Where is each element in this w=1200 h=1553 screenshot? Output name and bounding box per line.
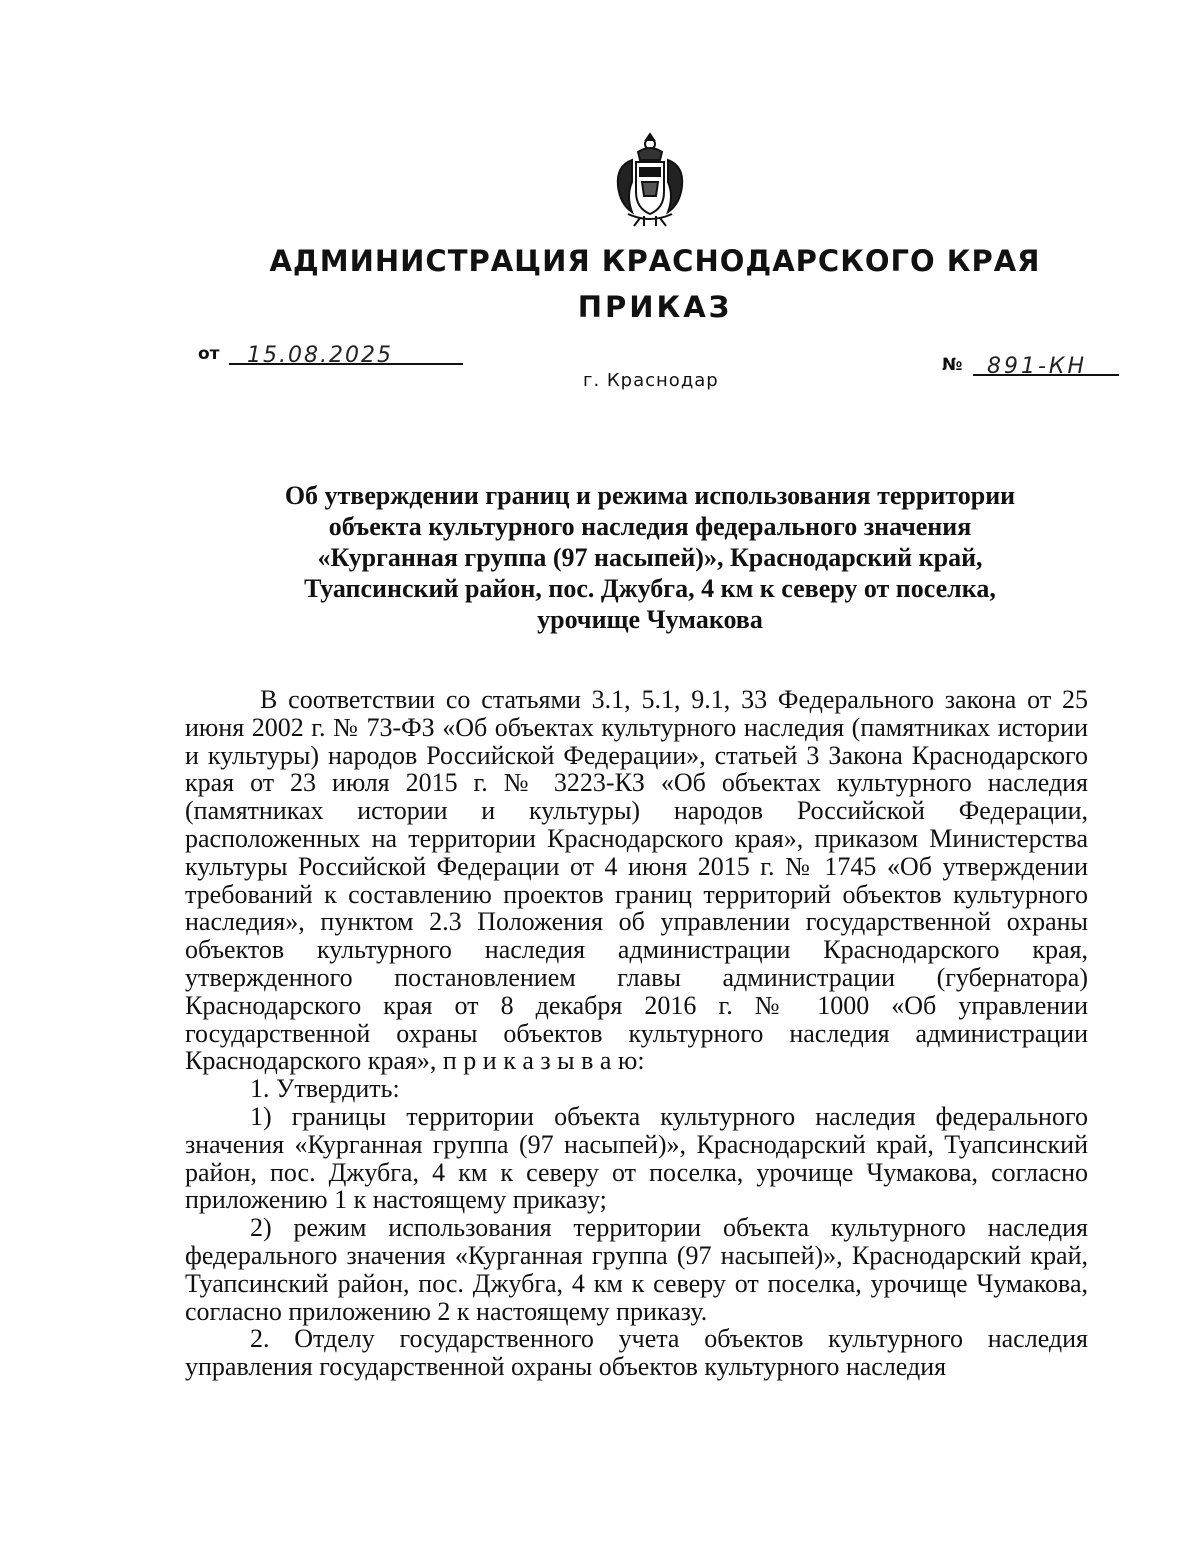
document-type: ПРИКАЗ [577,290,733,324]
number-label: № [942,355,963,375]
city-name: г. Краснодар [583,370,719,391]
coat-of-arms-icon [610,130,690,228]
point-1-subitem-1: 1) границы территории объекта культурного наследия федерального значения «Курганная группа (97 насыпей)», Краснодарский край, Туапсинский район, пос. Джубга, 4 км к северу от поселка, урочище Чумакова, согласно приложению 1 к настоящему приказу; [185,1101,1088,1215]
preamble-text: В соответствии со статьями 3.1, 5.1, 9.1, 33 Федерального закона от 25 июня 2002 г. № 73-ФЗ «Об объектах культурного наследия (памятниках истории и культуры) народов Российской Федерации», статьей 3 Закона Краснодарского края от 23 июля 2015 г. № 3223-КЗ «Об объектах культурного наследия (памятниках истории и культуры) народов Российской Федерации, расположенных на территории Краснодарского края», приказом Министерства культуры Российской Федерации от 4 июня 2015 г. № 1745 «Об утверждении требований к составлению проектов границ территорий объектов культурного наследия», пунктом 2.3 Положения об управлении государственной охраны объектов культурного наследия администрации Краснодарского края, утвержденного постановлением главы администрации (губернатора) Краснодарского края от 8 декабря 2016 г. № 1000 «Об управлении государственной охраны объектов культурного наследия администрации Краснодарского края», [185,685,1088,1076]
number-field: 891-КН [973,354,1119,376]
date-label: от [198,344,220,364]
document-body [185,686,1088,1381]
point-1: 1. Утвердить: [250,1074,400,1104]
heading-line: урочище Чумакова [537,605,763,634]
preamble-paragraph [185,686,1088,1075]
order-word: п р и к а з ы в а ю: [442,1046,645,1076]
heading-line: Об утверждении границ и режима использования территории [284,481,1016,510]
heading-line: объекта культурного наследия федерального значения [328,512,972,541]
point-2: 2. Отделу государственного учета объектов культурного наследия управления государственной охраны объектов культурного наследия [185,1324,1088,1382]
organization-name: АДМИНИСТРАЦИЯ КРАСНОДАРСКОГО КРАЯ [269,244,1041,278]
point-1-subitem-2: 2) режим использования территории объекта культурного наследия федерального значения «Курганная группа (97 насыпей)», Краснодарский край, Туапсинский район, пос. Джубга, 4 км к северу от поселка, урочище Чумакова, согласно приложению 2 к настоящему приказу. [185,1213,1088,1326]
date-field: 15.08.2025 [229,343,463,365]
heading-line: Туапсинский район, пос. Джубга, 4 км к северу от поселка, [304,574,996,603]
heading-line: «Курганная группа (97 насыпей)», Краснодарский край, [317,543,983,572]
document-heading [150,480,1150,635]
